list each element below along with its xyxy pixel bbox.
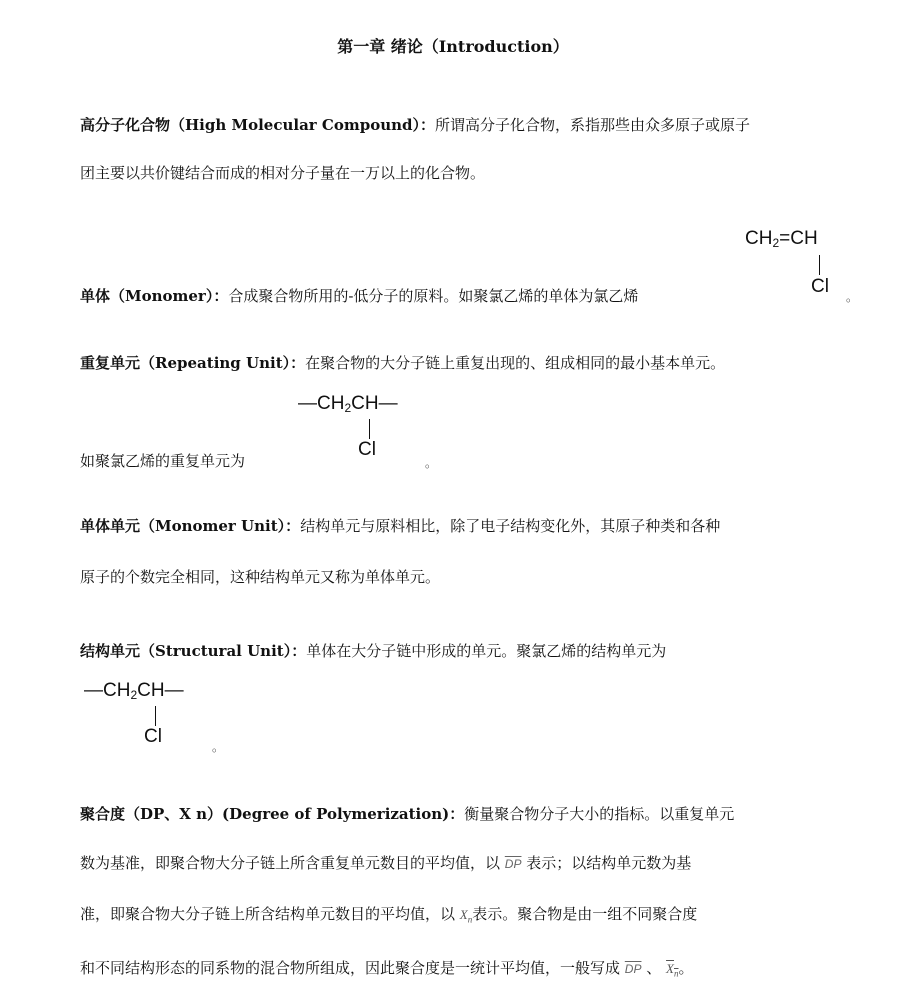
definition-structural-unit	[80, 640, 666, 662]
formula-bottom-row: Cl	[358, 439, 376, 460]
formula-top-row: $—CH_2CH—$	[84, 680, 184, 702]
definition-degree-of-polymerization	[80, 803, 734, 825]
definition-text: 所谓高分子化合物，系指那些由众多原子或原子	[435, 116, 751, 134]
definition-text: 结构单元与原料相比，除了电子结构变化外，其原子种类和各种	[300, 517, 721, 535]
dp-bar-symbol: $\overline{DP}$	[624, 962, 642, 976]
vinyl-chloride-formula	[745, 228, 855, 304]
formula-top-row: $—CH_2CH—$	[298, 393, 398, 415]
sentence-end: 。	[212, 740, 225, 754]
structural-unit-formula	[84, 680, 214, 756]
sentence-end: 。	[425, 456, 438, 470]
xn-bar-symbol: $X_n$	[666, 961, 679, 979]
repeating-unit-formula	[298, 393, 428, 469]
term-repeating-unit: 重复单元（Repeating Unit）：	[80, 354, 306, 372]
formula-bottom-row: Cl	[144, 726, 162, 747]
definition-monomer-unit	[80, 515, 720, 537]
chapter-title: 第一章 绪论（Introduction）	[337, 37, 569, 56]
definition-text: 合成聚合物所用的-低分子的原料。如聚氯乙烯的单体为氯乙烯	[228, 287, 639, 305]
definition-high-molecular-compound	[80, 114, 750, 136]
definition-text: 单体在大分子链中形成的单元。聚氯乙烯的结构单元为	[306, 642, 667, 660]
formula-top-row: $CH_2=CH$	[745, 228, 818, 250]
dp-symbol: $\overline{DP}$	[504, 857, 522, 871]
separator: 、	[646, 959, 662, 977]
definition-repeating-unit	[80, 352, 725, 374]
formula-bond	[369, 419, 370, 439]
formula-bond	[819, 255, 820, 275]
definition-monomer	[80, 285, 638, 307]
sentence-end: 。	[678, 959, 694, 977]
definition-continuation: 准，即聚合物大分子链上所含结构单元数目的平均值，以 $X_n$表示。聚合物是由一组不同聚合度	[80, 905, 698, 925]
definition-text: 在聚合物的大分子链上重复出现的、组成相同的最小基本单元。	[305, 354, 726, 372]
xn-symbol: $X_n$	[459, 907, 473, 925]
definition-text: 衡量聚合物分子大小的指标。以重复单元	[464, 805, 735, 823]
term-monomer: 单体（Monomer）：	[80, 287, 229, 305]
definition-continuation: 原子的个数完全相同，这种结构单元又称为单体单元。	[80, 568, 441, 586]
definition-continuation: 数为基准，即聚合物大分子链上所含重复单元数目的平均值，以 $\overline{DP}$ 表示；以结构单元数为基	[80, 854, 692, 872]
definition-continuation: 和不同结构形态的同系物的混合物所组成，因此聚合度是一统计平均值，一般写成 $\overline{DP}$ 、 $X_n$。	[80, 959, 694, 979]
repeating-unit-example: 如聚氯乙烯的重复单元为	[80, 452, 246, 470]
formula-bottom-row: Cl	[811, 276, 829, 297]
sentence-end: 。	[846, 290, 859, 304]
definition-continuation: 团主要以共价键结合而成的相对分子量在一万以上的化合物。	[80, 164, 486, 182]
term-structural-unit: 结构单元（Structural Unit）：	[80, 642, 307, 660]
term-degree-of-polymerization: 聚合度（DP、X n）(Degree of Polymerization)：	[80, 805, 465, 823]
term-monomer-unit: 单体单元（Monomer Unit）：	[80, 517, 301, 535]
formula-bond	[155, 706, 156, 726]
term-high-molecular-compound: 高分子化合物（High Molecular Compound）：	[80, 116, 436, 134]
